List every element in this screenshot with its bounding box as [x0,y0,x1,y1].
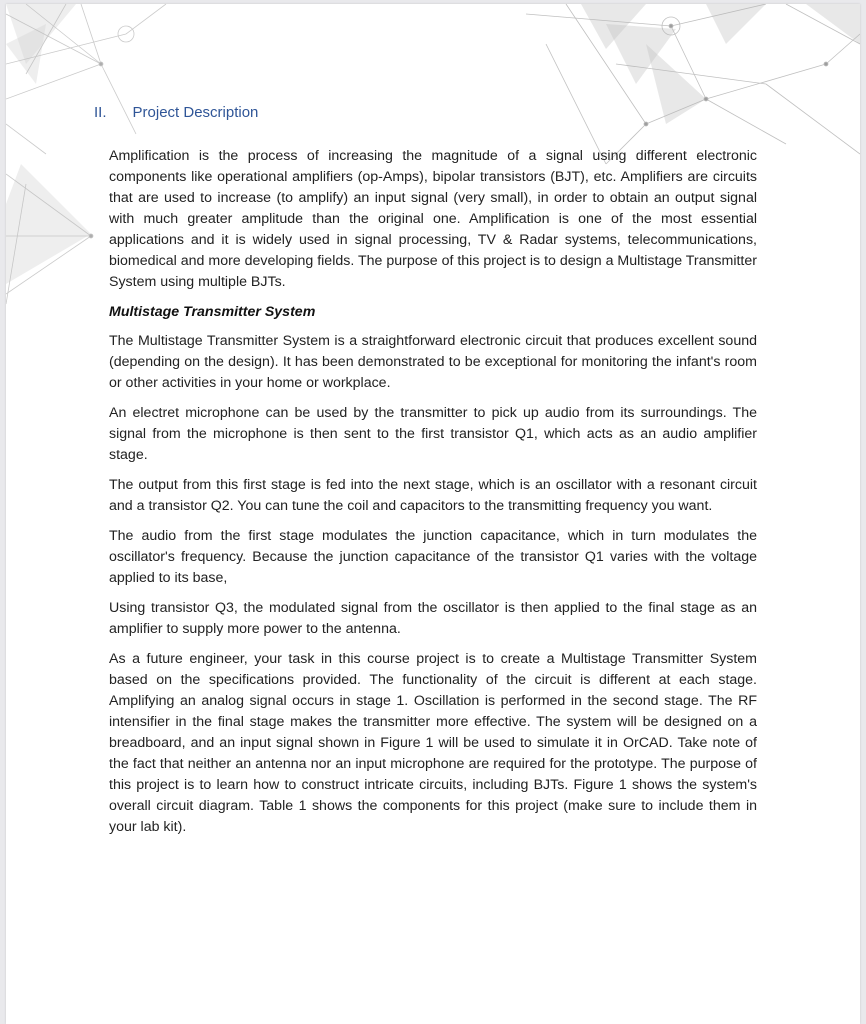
body-paragraph: Using transistor Q3, the modulated signal from the oscillator is then applied to the final stage as an amplifier to supply more power to the antenna. [109,600,757,637]
intro-paragraph: Amplification is the process of increasing the magnitude of a signal using different electronic components like operational amplifiers (op-Amps), bipolar transistors (BJT), etc. Amplifiers are circuits that are used to increase (to amplify) an input signal (very small), in order to obtain an output signal with much greater amplitude than the original one. Amplification is one of the most essential applications and it is widely used in signal processing, TV & Radar systems, telecommunications, biomedical and more developing fields. The purpose of this project is to design a Multistage Transmitter System using multiple BJTs. [109,148,757,290]
body-paragraph: The output from this first stage is fed into the next stage, which is an oscillator with a resonant circuit and a transistor Q2. You can tune the coil and capacitors to the transmitting frequency you want. [109,477,757,514]
section-number: II. [94,104,107,121]
section-heading [94,104,258,121]
body-paragraph: The Multistage Transmitter System is a straightforward electronic circuit that produces excellent sound (depending on the design). It has been demonstrated to be exceptional for monitoring the infant's room or other activities in your home or workplace. [109,333,757,391]
body-paragraph: The audio from the first stage modulates the junction capacitance, which in turn modulates the oscillator's frequency. Because the junction capacitance of the transistor Q1 varies with the voltage applied to its base, [109,528,757,586]
subsection-heading: Multistage Transmitter System [109,304,316,320]
body-paragraph: An electret microphone can be used by the transmitter to pick up audio from its surroundings. The signal from the microphone is then sent to the first transistor Q1, which acts as an audio amplifier stage. [109,405,757,463]
section-title: Project Description [132,104,259,121]
document-page [6,4,860,1024]
body-paragraph: As a future engineer, your task in this course project is to create a Multistage Transmitter System based on the specifications provided. The functionality of the circuit is different at each stage. Amplifying an analog signal occurs in stage 1. Oscillation is performed in the second stage. The RF intensifier in the final stage makes the transmitter more effective. The system will be designed on a breadboard, and an input signal shown in Figure 1 will be used to simulate it in OrCAD. Take note of the fact that neither an antenna nor an input microphone are required for the prototype. The purpose of this project is to learn how to construct intricate circuits, including BJTs. Figure 1 shows the system's overall circuit diagram. Table 1 shows the components for this project (make sure to include them in your lab kit). [109,651,757,835]
document-body [109,146,757,847]
